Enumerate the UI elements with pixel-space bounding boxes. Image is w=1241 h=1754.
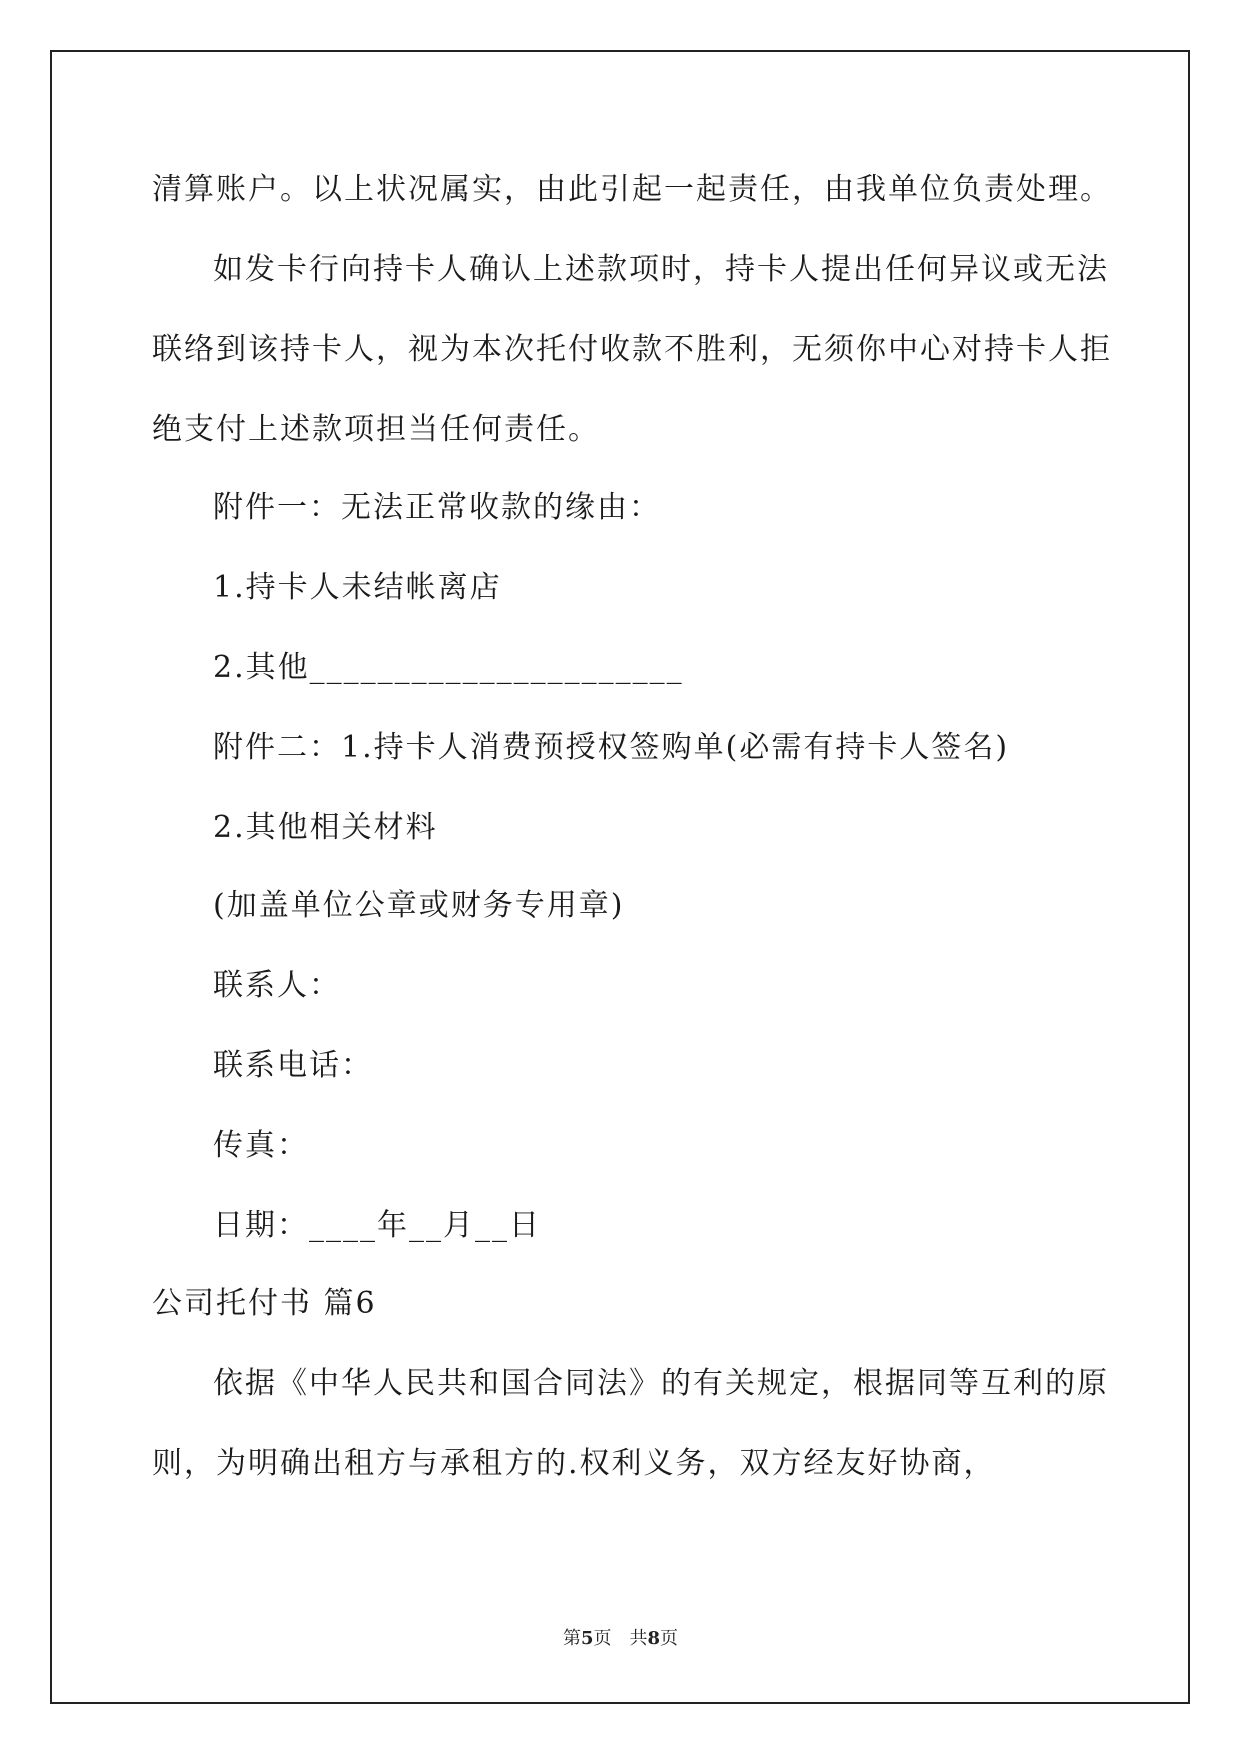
footer-total-suffix: 页	[660, 1628, 679, 1649]
paragraph-line: 联络到该持卡人，视为本次托付收款不胜利，无须你中心对持卡人拒	[152, 332, 1112, 367]
paragraph-line: 如发卡行向持卡人确认上述款项时，持卡人提出任何异议或无法	[213, 252, 1109, 287]
paragraph-line: 依据《中华人民共和国合同法》的有关规定，根据同等互利的原	[213, 1366, 1109, 1401]
footer-prefix: 第	[562, 1628, 581, 1649]
current-page-number: 5	[580, 1628, 594, 1649]
footer-total-prefix: 共	[629, 1628, 648, 1649]
paragraph-line: 绝支付上述款项担当任何责任。	[152, 412, 600, 447]
list-item: 1.持卡人未结帐离店	[213, 570, 502, 605]
contact-person-label: 联系人：	[213, 968, 341, 1003]
attachment-two-heading: 附件二：1.持卡人消费预授权签购单(必需有持卡人签名)	[213, 730, 1010, 765]
contact-phone-label: 联系电话：	[213, 1048, 373, 1083]
footer-page-suffix: 页	[593, 1628, 612, 1649]
attachment-one-heading: 附件一：无法正常收款的缘由：	[213, 490, 661, 525]
seal-note: (加盖单位公章或财务专用章)	[213, 888, 625, 923]
paragraph-line: 清算账户。以上状况属实，由此引起一起责任，由我单位负责处理。	[152, 172, 1112, 207]
list-item: 2.其他______________________	[213, 650, 684, 685]
total-pages-number: 8	[647, 1628, 661, 1649]
fax-label: 传真：	[213, 1128, 309, 1163]
page-footer	[0, 1627, 1241, 1651]
paragraph-line: 则，为明确出租方与承租方的.权利义务，双方经友好协商，	[152, 1446, 996, 1481]
section-heading: 公司托付书 篇6	[152, 1286, 377, 1321]
list-item: 2.其他相关材料	[213, 810, 438, 845]
date-label: 日期：____年__月__日	[213, 1208, 541, 1243]
